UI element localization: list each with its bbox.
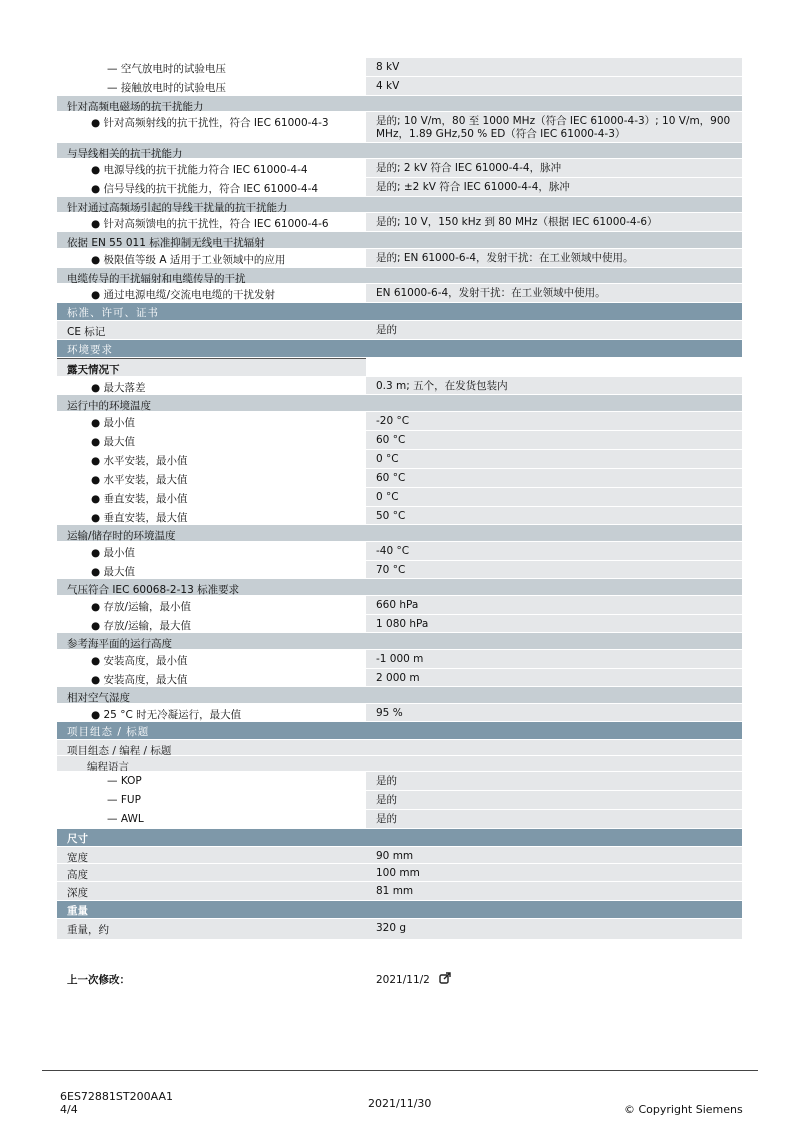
- spec-row: [57, 284, 742, 303]
- spec-value: 4 kV: [366, 77, 742, 95]
- spec-label: 运行中的环境温度: [67, 400, 151, 411]
- section-header: [57, 143, 742, 159]
- spec-label: 深度: [57, 882, 366, 900]
- spec-value: -1 000 m: [366, 650, 742, 668]
- section-header: [57, 268, 742, 284]
- section-header: [57, 232, 742, 249]
- spec-label: 标准、许可、证书: [67, 307, 159, 319]
- spec-row: [57, 669, 742, 687]
- footer-divider: [42, 1070, 758, 1071]
- spec-row: [57, 77, 742, 96]
- spec-row: [57, 615, 742, 633]
- spec-value: 60 °C: [366, 431, 742, 449]
- section-header: [57, 901, 742, 919]
- spec-value: 是的; 10 V/m，80 至 1000 MHz（符合 IEC 61000-4-3）; 10 V/m，900 MHz，1.89 GHz,50 % ED（符合 IEC 61000-4-3）: [366, 112, 742, 142]
- spec-label: CE 标记: [57, 321, 366, 339]
- section-header: [57, 395, 742, 412]
- section-header: [57, 687, 742, 704]
- section-header: [57, 525, 742, 542]
- footer-doc-id: 6ES72881ST200AA1: [60, 1090, 173, 1103]
- spec-table: [57, 58, 742, 940]
- section-header: [57, 303, 742, 321]
- spec-value: 95 %: [366, 704, 742, 721]
- spec-label: ● 存放/运输，最小值: [57, 596, 366, 614]
- spec-value: 90 mm: [366, 847, 742, 863]
- external-link-icon[interactable]: [439, 972, 451, 987]
- last-modified-date: [376, 972, 451, 987]
- last-modified-date-text: 2021/11/2: [376, 974, 430, 986]
- spec-row: [57, 431, 742, 450]
- spec-value: 70 °C: [366, 561, 742, 578]
- spec-label: ● 最大值: [57, 561, 366, 578]
- spec-label: ● 安装高度，最大值: [57, 669, 366, 686]
- spec-label: 项目组态 / 标题: [67, 726, 150, 738]
- spec-label: 相对空气湿度: [67, 692, 130, 703]
- spec-row: [57, 178, 742, 197]
- spec-label: 气压符合 IEC 60068-2-13 标准要求: [67, 584, 240, 595]
- spec-row: [57, 791, 742, 810]
- spec-value: 81 mm: [366, 882, 742, 900]
- spec-value: 660 hPa: [366, 596, 742, 614]
- spec-label: ● 安装高度，最小值: [57, 650, 366, 668]
- spec-label: ● 水平安装，最大值: [57, 469, 366, 487]
- spec-label: ● 信号导线的抗干扰能力，符合 IEC 61000-4-4: [57, 178, 366, 196]
- section-header: [57, 197, 742, 213]
- spec-label: 参考海平面的运行高度: [67, 638, 172, 649]
- spec-row: [57, 882, 742, 901]
- spec-label: 露天情况下: [57, 358, 366, 376]
- section-header: [57, 358, 742, 377]
- spec-row: [57, 321, 742, 340]
- spec-label: 针对通过高频场引起的导线干扰量的抗干扰能力: [67, 202, 288, 212]
- spec-label: ● 水平安装，最小值: [57, 450, 366, 468]
- spec-value: 100 mm: [366, 864, 742, 881]
- spec-row: [57, 507, 742, 525]
- spec-value: 是的: [366, 772, 742, 790]
- spec-label: ● 垂直安装，最大值: [57, 507, 366, 524]
- spec-value: 50 °C: [366, 507, 742, 524]
- spec-row: [57, 772, 742, 791]
- spec-label: — FUP: [57, 791, 366, 809]
- spec-value: 0.3 m; 五个，在发货包装内: [366, 377, 742, 394]
- spec-value: 是的; 10 V，150 kHz 到 80 MHz（根据 IEC 61000-4-6）: [366, 213, 742, 231]
- section-header: [57, 633, 742, 650]
- spec-value: 是的: [366, 791, 742, 809]
- spec-value: 8 kV: [366, 58, 742, 76]
- spec-label: ● 电源导线的抗干扰能力符合 IEC 61000-4-4: [57, 159, 366, 177]
- spec-label: 针对高频电磁场的抗干扰能力: [67, 101, 204, 111]
- spec-value: 是的: [366, 810, 742, 828]
- spec-label: ● 最小值: [57, 412, 366, 430]
- spec-row: [57, 704, 742, 722]
- spec-label: 电缆传导的干扰辐射和电缆传导的干扰: [67, 273, 246, 283]
- spec-label: ● 存放/运输，最大值: [57, 615, 366, 632]
- spec-label: ● 针对高频射线的抗干扰性，符合 IEC 61000-4-3: [57, 112, 366, 142]
- spec-value: 0 °C: [366, 450, 742, 468]
- last-modified-label: 上一次修改：: [67, 974, 130, 986]
- spec-row: [57, 469, 742, 488]
- spec-row: [57, 249, 742, 268]
- spec-label: 高度: [57, 864, 366, 881]
- spec-value: 是的; 2 kV 符合 IEC 61000-4-4，脉冲: [366, 159, 742, 177]
- spec-value: 是的: [366, 321, 742, 339]
- spec-value: 是的; EN 61000-6-4，发射干扰：在工业领域中使用。: [366, 249, 742, 267]
- spec-row: [57, 919, 742, 940]
- spec-value: 60 °C: [366, 469, 742, 487]
- spec-label: ● 垂直安装，最小值: [57, 488, 366, 506]
- spec-row: [57, 650, 742, 669]
- spec-label: 运输/储存时的环境温度: [67, 530, 176, 541]
- spec-label: ● 通过电源电缆/交流电电缆的干扰发射: [57, 284, 366, 302]
- footer-date: 2021/11/30: [368, 1097, 432, 1110]
- footer-copyright: © Copyright Siemens: [624, 1103, 743, 1116]
- spec-row: [57, 542, 742, 561]
- section-header: [57, 756, 742, 772]
- spec-row: [57, 450, 742, 469]
- spec-label: ● 最大落差: [57, 377, 366, 394]
- spec-value: 320 g: [366, 919, 742, 939]
- spec-label: 依据 EN 55 011 标准抑制无线电干扰辐射: [67, 237, 265, 248]
- section-header: [57, 340, 742, 358]
- spec-label: 编程语言: [87, 761, 129, 771]
- spec-row: [57, 412, 742, 431]
- section-header: [57, 96, 742, 112]
- spec-label: — 接触放电时的试验电压: [57, 77, 366, 95]
- spec-row: [57, 561, 742, 579]
- spec-row: [57, 377, 742, 395]
- spec-label: 环境要求: [67, 344, 113, 356]
- section-header: [57, 722, 742, 740]
- spec-row: [57, 159, 742, 178]
- spec-row: [57, 213, 742, 232]
- section-header: [57, 579, 742, 596]
- spec-label: 尺寸: [67, 833, 88, 845]
- spec-row: [57, 112, 742, 143]
- spec-label: 项目组态 / 编程 / 标题: [67, 745, 172, 755]
- spec-row: [57, 58, 742, 77]
- spec-value: 0 °C: [366, 488, 742, 506]
- spec-label: 重量: [67, 905, 88, 917]
- spec-row: [57, 864, 742, 882]
- spec-value: -20 °C: [366, 412, 742, 430]
- spec-label: ● 极限值等级 A 适用于工业领域中的应用: [57, 249, 366, 267]
- spec-label: ● 最大值: [57, 431, 366, 449]
- spec-value: -40 °C: [366, 542, 742, 560]
- footer-page-number: 4/4: [60, 1103, 78, 1116]
- spec-label: ● 最小值: [57, 542, 366, 560]
- spec-label: 重量，约: [57, 919, 366, 939]
- spec-value: 是的; ±2 kV 符合 IEC 61000-4-4，脉冲: [366, 178, 742, 196]
- spec-label: 宽度: [57, 847, 366, 863]
- spec-label: — AWL: [57, 810, 366, 828]
- spec-label: ● 针对高频馈电的抗干扰性，符合 IEC 61000-4-6: [57, 213, 366, 231]
- section-header: [57, 829, 742, 847]
- spec-row: [57, 488, 742, 507]
- spec-row: [57, 847, 742, 864]
- spec-value: 2 000 m: [366, 669, 742, 686]
- section-header: [57, 740, 742, 756]
- spec-label: — 空气放电时的试验电压: [57, 58, 366, 76]
- spec-label: ● 25 °C 时无冷凝运行，最大值: [57, 704, 366, 721]
- spec-value: 1 080 hPa: [366, 615, 742, 632]
- spec-row: [57, 810, 742, 829]
- spec-value: EN 61000-6-4，发射干扰：在工业领域中使用。: [366, 284, 742, 302]
- spec-label: 与导线相关的抗干扰能力: [67, 148, 183, 158]
- spec-row: [57, 596, 742, 615]
- spec-label: — KOP: [57, 772, 366, 790]
